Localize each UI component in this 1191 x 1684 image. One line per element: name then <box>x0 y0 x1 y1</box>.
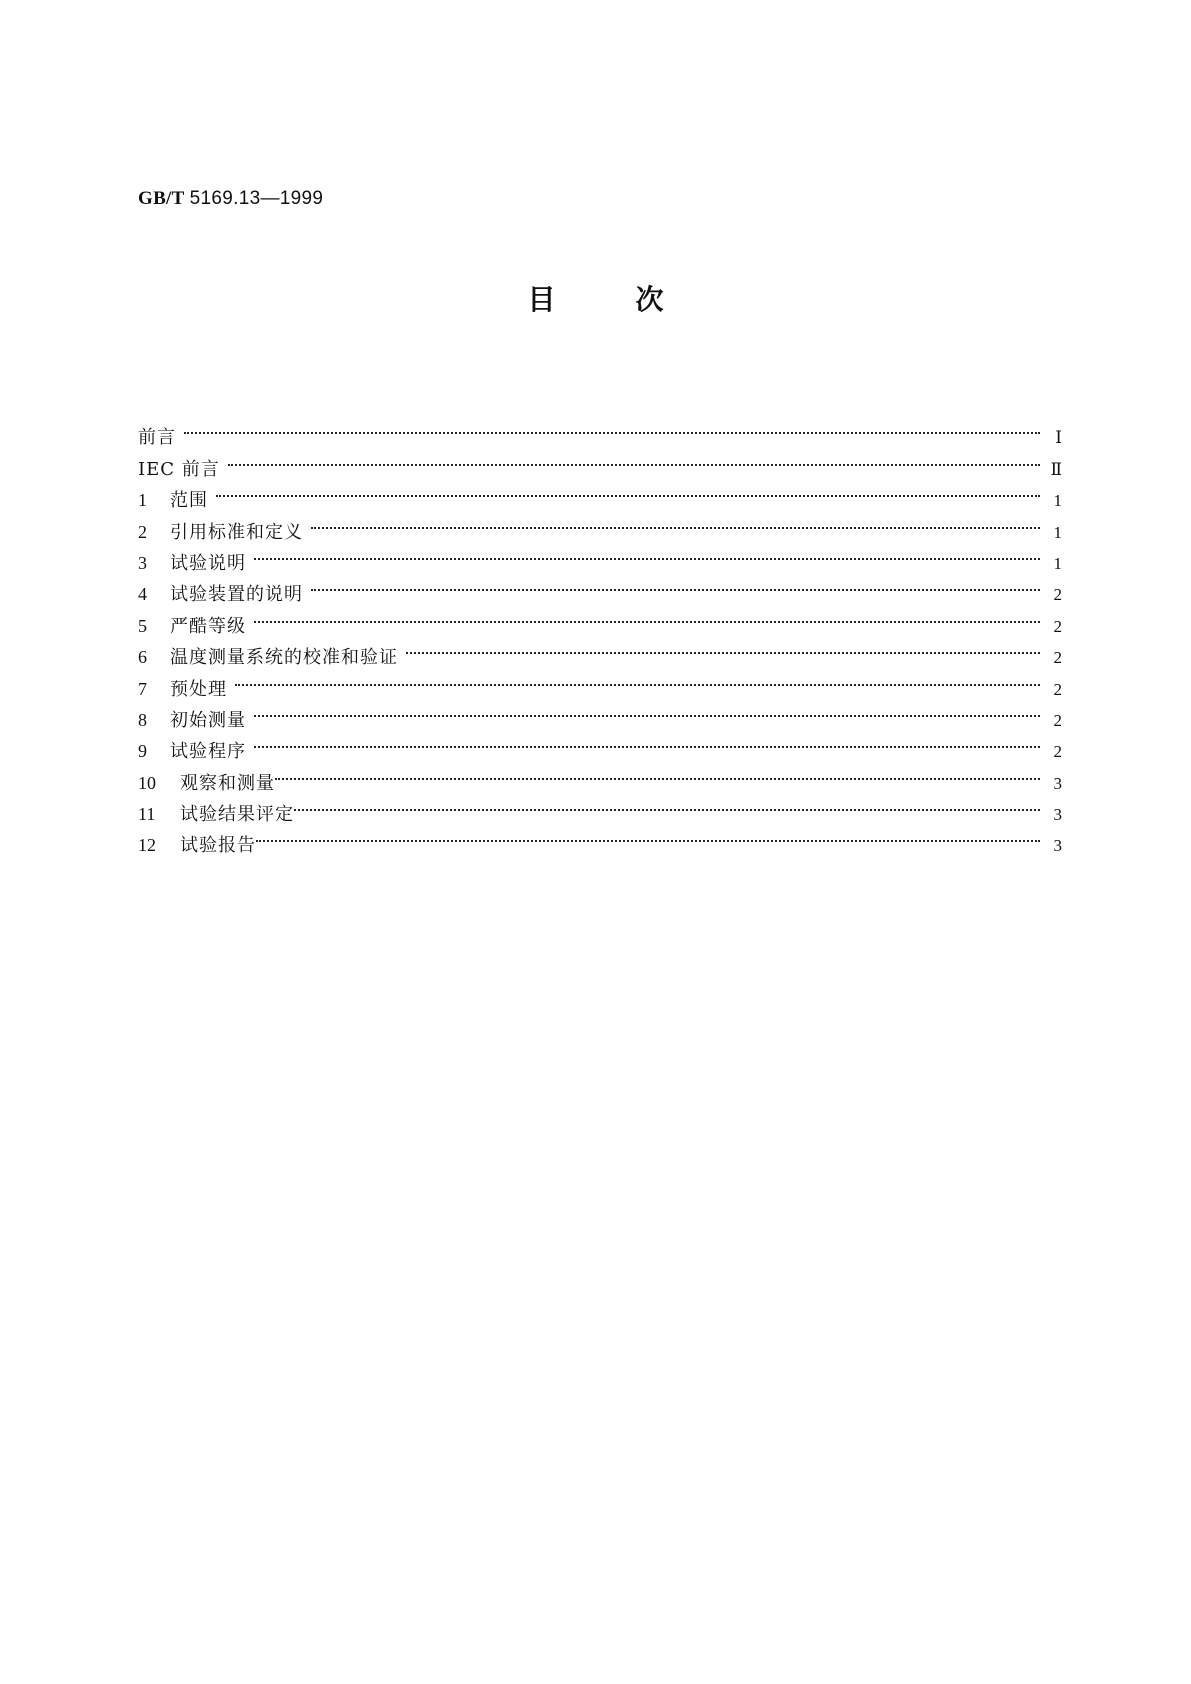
toc-entry-page: Ⅱ <box>1050 459 1062 479</box>
document-code: 5169.13—1999 <box>189 188 324 209</box>
toc-entry-page: 3 <box>1053 773 1062 793</box>
dot-leader <box>311 569 1040 600</box>
toc-entry-7[interactable] <box>138 663 1062 700</box>
dot-leader <box>254 726 1040 757</box>
dot-leader <box>256 820 1040 851</box>
toc-entry-page: 2 <box>1053 648 1062 668</box>
toc-entry-9[interactable] <box>138 726 1062 763</box>
toc-entry-label: 试验装置的说明 <box>170 584 303 606</box>
document-number <box>138 188 323 210</box>
toc-entry-label: 温度测量系统的校准和验证 <box>170 647 398 669</box>
toc-entry-page: 3 <box>1053 805 1062 825</box>
dot-leader <box>275 757 1040 788</box>
table-of-contents <box>138 412 1062 857</box>
toc-entry-10[interactable] <box>138 757 1062 794</box>
toc-entry-4[interactable] <box>138 569 1062 606</box>
toc-entry-iec-foreword[interactable] <box>138 443 1062 480</box>
toc-entry-page: 1 <box>1053 553 1062 573</box>
toc-entry-number: 6 <box>138 647 147 668</box>
toc-entry-label: 严酷等级 <box>170 615 246 637</box>
toc-entry-page: 2 <box>1053 585 1062 605</box>
toc-entry-page: 3 <box>1053 836 1062 856</box>
dot-leader <box>294 789 1040 820</box>
toc-entry-label: 预处理 <box>170 678 227 700</box>
document-prefix: GB/T <box>138 188 185 209</box>
toc-entry-foreword[interactable] <box>138 412 1062 449</box>
toc-entry-page: 1 <box>1053 522 1062 542</box>
toc-entry-number: 5 <box>138 615 147 636</box>
toc-entry-label: 范围 <box>170 490 208 512</box>
toc-entry-11[interactable] <box>138 789 1062 826</box>
dot-leader <box>254 538 1040 569</box>
toc-entry-number: 4 <box>138 584 147 605</box>
toc-entry-number: 12 <box>138 835 156 856</box>
dot-leader <box>184 412 1040 443</box>
toc-entry-number: 1 <box>138 490 147 511</box>
toc-entry-1[interactable] <box>138 475 1062 512</box>
toc-entry-label: 观察和测量 <box>180 772 275 794</box>
toc-entry-label: 初始测量 <box>170 709 246 731</box>
dot-leader <box>228 443 1040 474</box>
toc-entry-number: 11 <box>138 804 156 825</box>
toc-entry-3[interactable] <box>138 538 1062 574</box>
toc-entry-8[interactable] <box>138 695 1062 731</box>
toc-entry-label: 前言 <box>138 427 176 449</box>
dot-leader <box>406 632 1040 663</box>
dot-leader <box>235 663 1040 694</box>
toc-entry-number: 3 <box>138 552 147 573</box>
toc-title: 目次 <box>527 283 744 316</box>
toc-entry-number: 10 <box>138 772 156 793</box>
toc-entry-label: 试验报告 <box>180 835 256 857</box>
toc-entry-12[interactable] <box>138 820 1062 857</box>
dot-leader <box>254 695 1040 726</box>
toc-entry-label: IEC 前言 <box>138 458 220 480</box>
toc-entry-page: 1 <box>1053 491 1062 511</box>
dot-leader <box>254 600 1040 631</box>
toc-entry-5[interactable] <box>138 600 1062 637</box>
toc-entry-page: 2 <box>1053 742 1062 762</box>
toc-entry-label: 试验程序 <box>170 741 246 763</box>
toc-entry-number: 8 <box>138 709 147 730</box>
toc-entry-page: 2 <box>1053 710 1062 730</box>
toc-entry-label: 试验说明 <box>170 552 246 574</box>
toc-entry-label: 引用标准和定义 <box>170 521 303 543</box>
dot-leader <box>216 475 1040 506</box>
toc-entry-page: Ⅰ <box>1055 428 1062 448</box>
toc-entry-page: 2 <box>1053 679 1062 699</box>
toc-entry-number: 2 <box>138 521 147 542</box>
dot-leader <box>311 506 1040 537</box>
toc-entry-2[interactable] <box>138 506 1062 543</box>
toc-entry-page: 2 <box>1053 616 1062 636</box>
toc-entry-label: 试验结果评定 <box>180 804 294 826</box>
toc-entry-6[interactable] <box>138 632 1062 669</box>
toc-entry-number: 9 <box>138 741 147 762</box>
toc-entry-number: 7 <box>138 678 147 699</box>
